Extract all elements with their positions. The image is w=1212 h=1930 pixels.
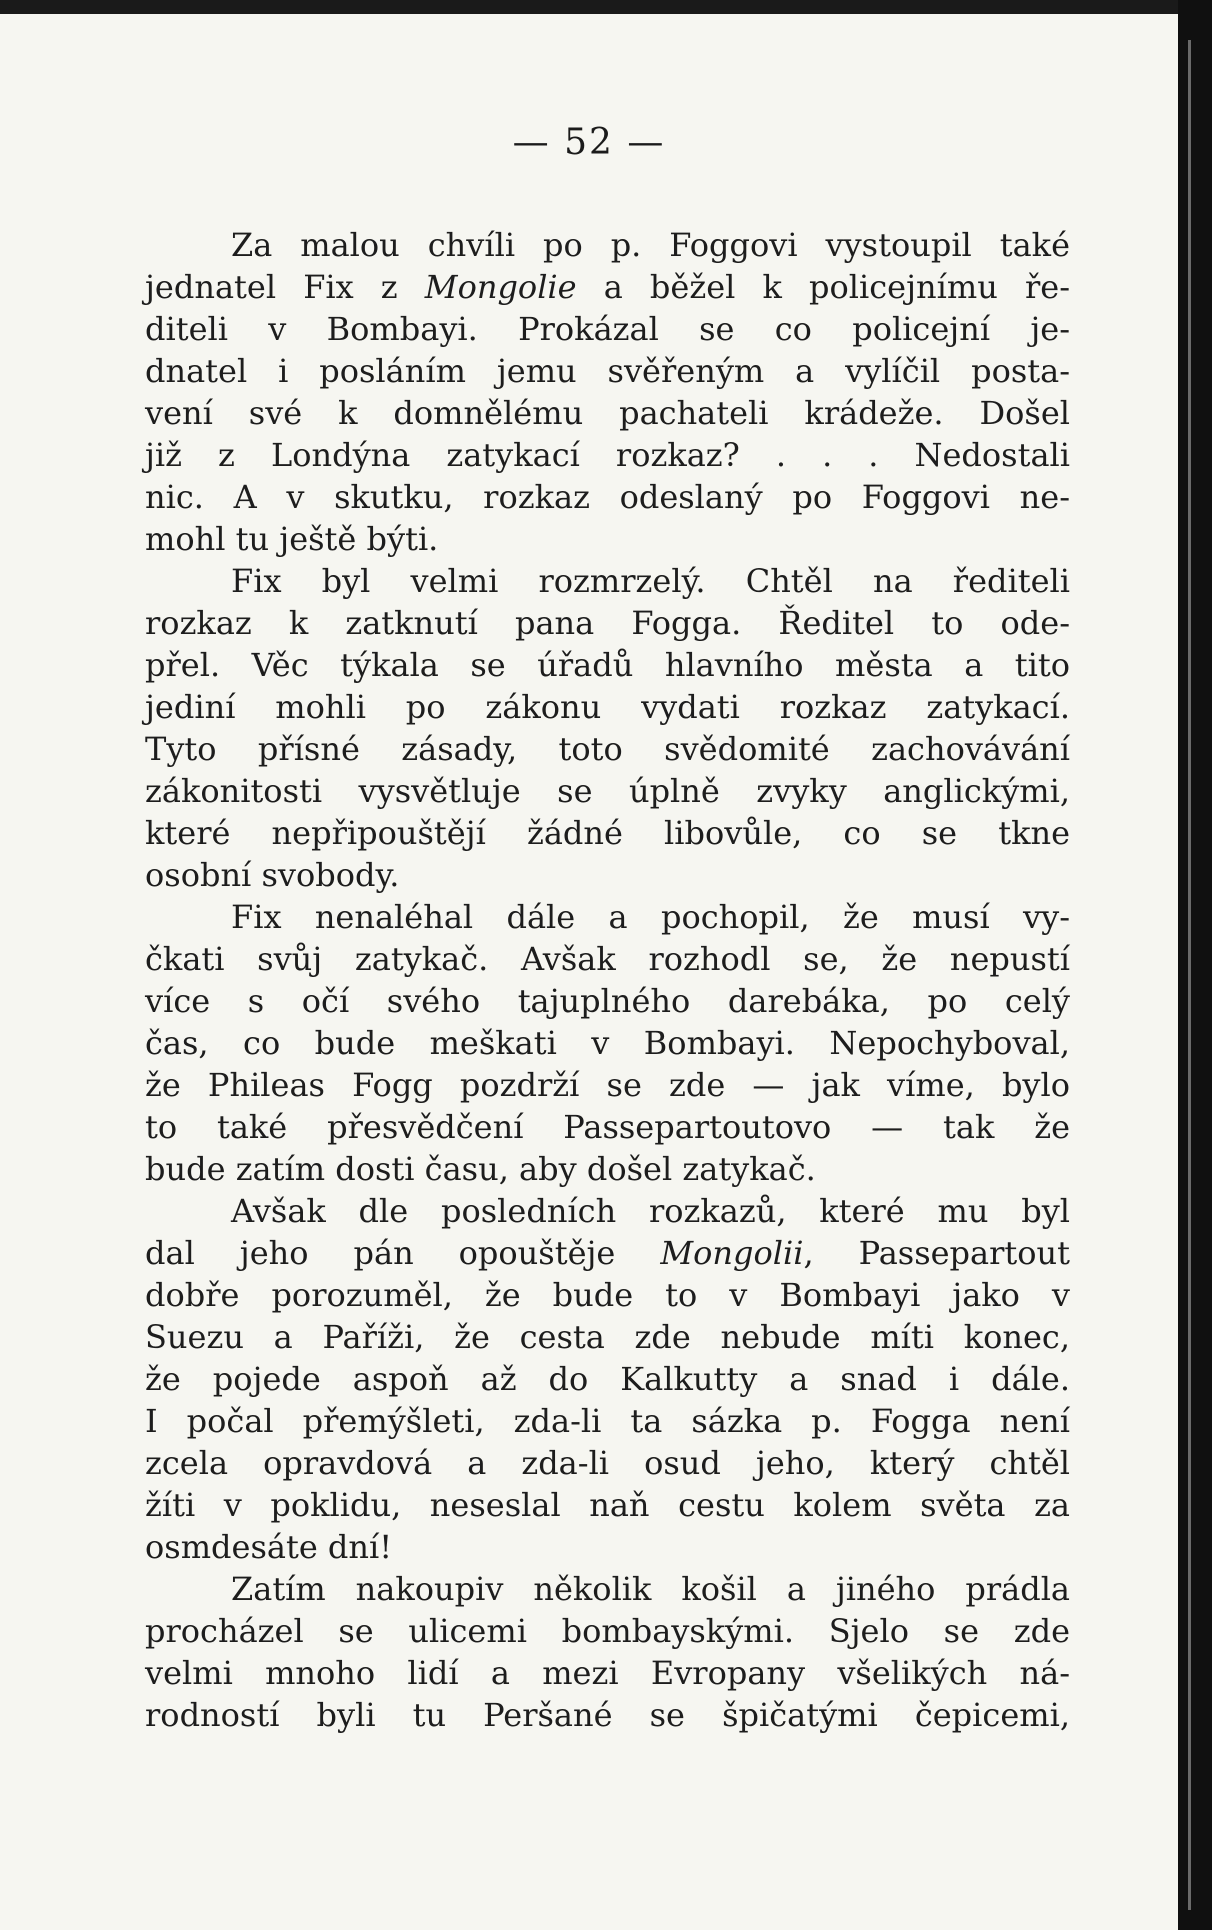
text-line: velmi mnoho lidí a mezi Evropany všelikých ná- <box>145 1654 1070 1692</box>
text-line: I počal přemýšleti, zda-li ta sázka p. Fogga není <box>145 1402 1070 1440</box>
text-line: osobní svobody. <box>145 856 400 894</box>
text-line: jednatel Fix z Mongolie a běžel k policejnímu ře- <box>145 268 1071 306</box>
text-line: procházel se ulicemi bombayskými. Sjelo se zde <box>145 1612 1070 1650</box>
text-line: žíti v poklidu, neseslal naň cestu kolem světa za <box>145 1486 1070 1524</box>
text-line: diteli v Bombayi. Prokázal se co policejní je- <box>145 310 1070 348</box>
text-line: Fix nenaléhal dále a pochopil, že musí vy- <box>231 898 1070 936</box>
text-line: zcela opravdová a zda-li osud jeho, který chtěl <box>145 1444 1070 1482</box>
text-line: rodností byli tu Peršané se špičatými čepicemi, <box>145 1696 1070 1734</box>
text-line: vení své k domnělému pachateli krádeže. Došel <box>145 394 1070 432</box>
text-line: Za malou chvíli po p. Foggovi vystoupil také <box>231 226 1070 264</box>
text-line: Suezu a Paříži, že cesta zde nebude míti konec, <box>145 1318 1070 1356</box>
body-text <box>145 224 1070 1736</box>
text-line: již z Londýna zatykací rozkaz? . . . Nedostali <box>145 436 1070 474</box>
text-line: bude zatím dosti času, aby došel zatykač. <box>145 1150 816 1188</box>
text-line: Tyto přísné zásady, toto svědomité zachovávání <box>145 730 1070 768</box>
text-line: dnatel i posláním jemu svěřeným a vylíčil posta- <box>145 352 1070 390</box>
text-line: to také přesvědčení Passepartoutovo — tak že <box>145 1108 1070 1146</box>
text-line: Avšak dle posledních rozkazů, které mu byl <box>231 1192 1070 1230</box>
text-line: že pojede aspoň až do Kalkutty a snad i dále. <box>145 1360 1070 1398</box>
page-edge <box>1178 0 1212 1930</box>
text-line: jediní mohli po zákonu vydati rozkaz zatykací. <box>145 688 1070 726</box>
text-line: rozkaz k zatknutí pana Fogga. Ředitel to ode- <box>145 604 1070 642</box>
ship-name: Mongolie <box>424 268 577 306</box>
text-line: čas, co bude meškati v Bombayi. Nepochyboval, <box>145 1024 1070 1062</box>
book-page <box>0 14 1178 1930</box>
text-line: které nepřipouštějí žádné libovůle, co se tkne <box>145 814 1070 852</box>
binding-line <box>1188 40 1191 1910</box>
text-line: více s očí svého tajuplného darebáka, po celý <box>145 982 1070 1020</box>
ship-name: Mongolii <box>660 1234 804 1272</box>
text-line: že Phileas Fogg pozdrží se zde — jak víme, bylo <box>145 1066 1070 1104</box>
text-line: Zatím nakoupiv několik košil a jiného prádla <box>231 1570 1070 1608</box>
text-line: osmdesáte dní! <box>145 1528 393 1566</box>
text-line: dobře porozuměl, že bude to v Bombayi jako v <box>145 1276 1070 1314</box>
text-line: čkati svůj zatykač. Avšak rozhodl se, že nepustí <box>145 940 1070 978</box>
text-line: dal jeho pán opouštěje Mongolii, Passepartout <box>145 1234 1070 1272</box>
text-line: nic. A v skutku, rozkaz odeslaný po Foggovi ne- <box>145 478 1070 516</box>
text-line: přel. Věc týkala se úřadů hlavního města a tito <box>145 646 1070 684</box>
text-line: zákonitosti vysvětluje se úplně zvyky anglickými, <box>145 772 1070 810</box>
text-line: Fix byl velmi rozmrzelý. Chtěl na řediteli <box>231 562 1070 600</box>
page-number: — 52 — <box>512 122 666 163</box>
text-line: mohl tu ještě býti. <box>145 520 439 558</box>
